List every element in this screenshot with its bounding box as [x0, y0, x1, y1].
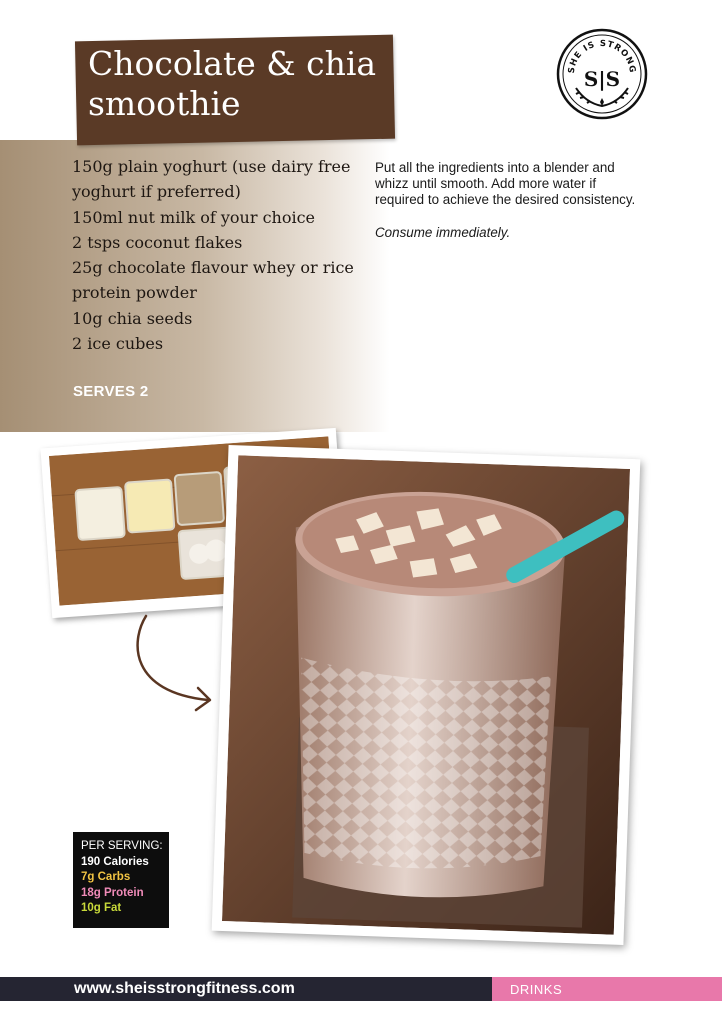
nutrition-carbs: 7g Carbs: [81, 871, 131, 883]
logo-text: SHE IS STRONG: [566, 38, 638, 75]
nutrition-calories: 190 Calories: [81, 855, 149, 868]
ingredient-item: 2 ice cubes: [72, 334, 164, 354]
nutrition-heading: PER SERVING:: [81, 840, 163, 852]
she-is-strong-logo: [556, 28, 648, 120]
method-text: Put all the ingredients into a blender and whizz until smooth. Add more water if required to achieve the desired consistency.: [375, 160, 636, 208]
ingredient-item: 150ml nut milk of your choice: [72, 207, 316, 227]
ingredient-item: 10g chia seeds: [72, 308, 193, 328]
website-link[interactable]: www.sheisstrongfitness.com: [74, 980, 295, 997]
section-label: DRINKS: [510, 982, 563, 997]
ingredients-list: [72, 154, 362, 356]
recipe-title: Chocolate & chia smoothie: [88, 44, 377, 123]
ingredient-item: 25g chocolate flavour whey or rice protein powder: [72, 258, 354, 303]
method-section: [375, 160, 645, 257]
nutrition-protein: 18g Protein: [81, 886, 144, 899]
logo-initials: S|S: [583, 67, 621, 91]
ingredient-item: 2 tsps coconut flakes: [72, 232, 243, 252]
method-note: Consume immediately.: [375, 224, 511, 240]
nutrition-fat: 10g Fat: [81, 902, 122, 914]
serves-label: SERVES 2: [73, 383, 149, 400]
nutrition-box: [73, 832, 169, 928]
smoothie-photo: [212, 445, 641, 945]
curved-arrow-icon: [128, 612, 228, 722]
ingredient-item: 150g plain yoghurt (use dairy free yoghurt if preferred): [72, 157, 351, 202]
